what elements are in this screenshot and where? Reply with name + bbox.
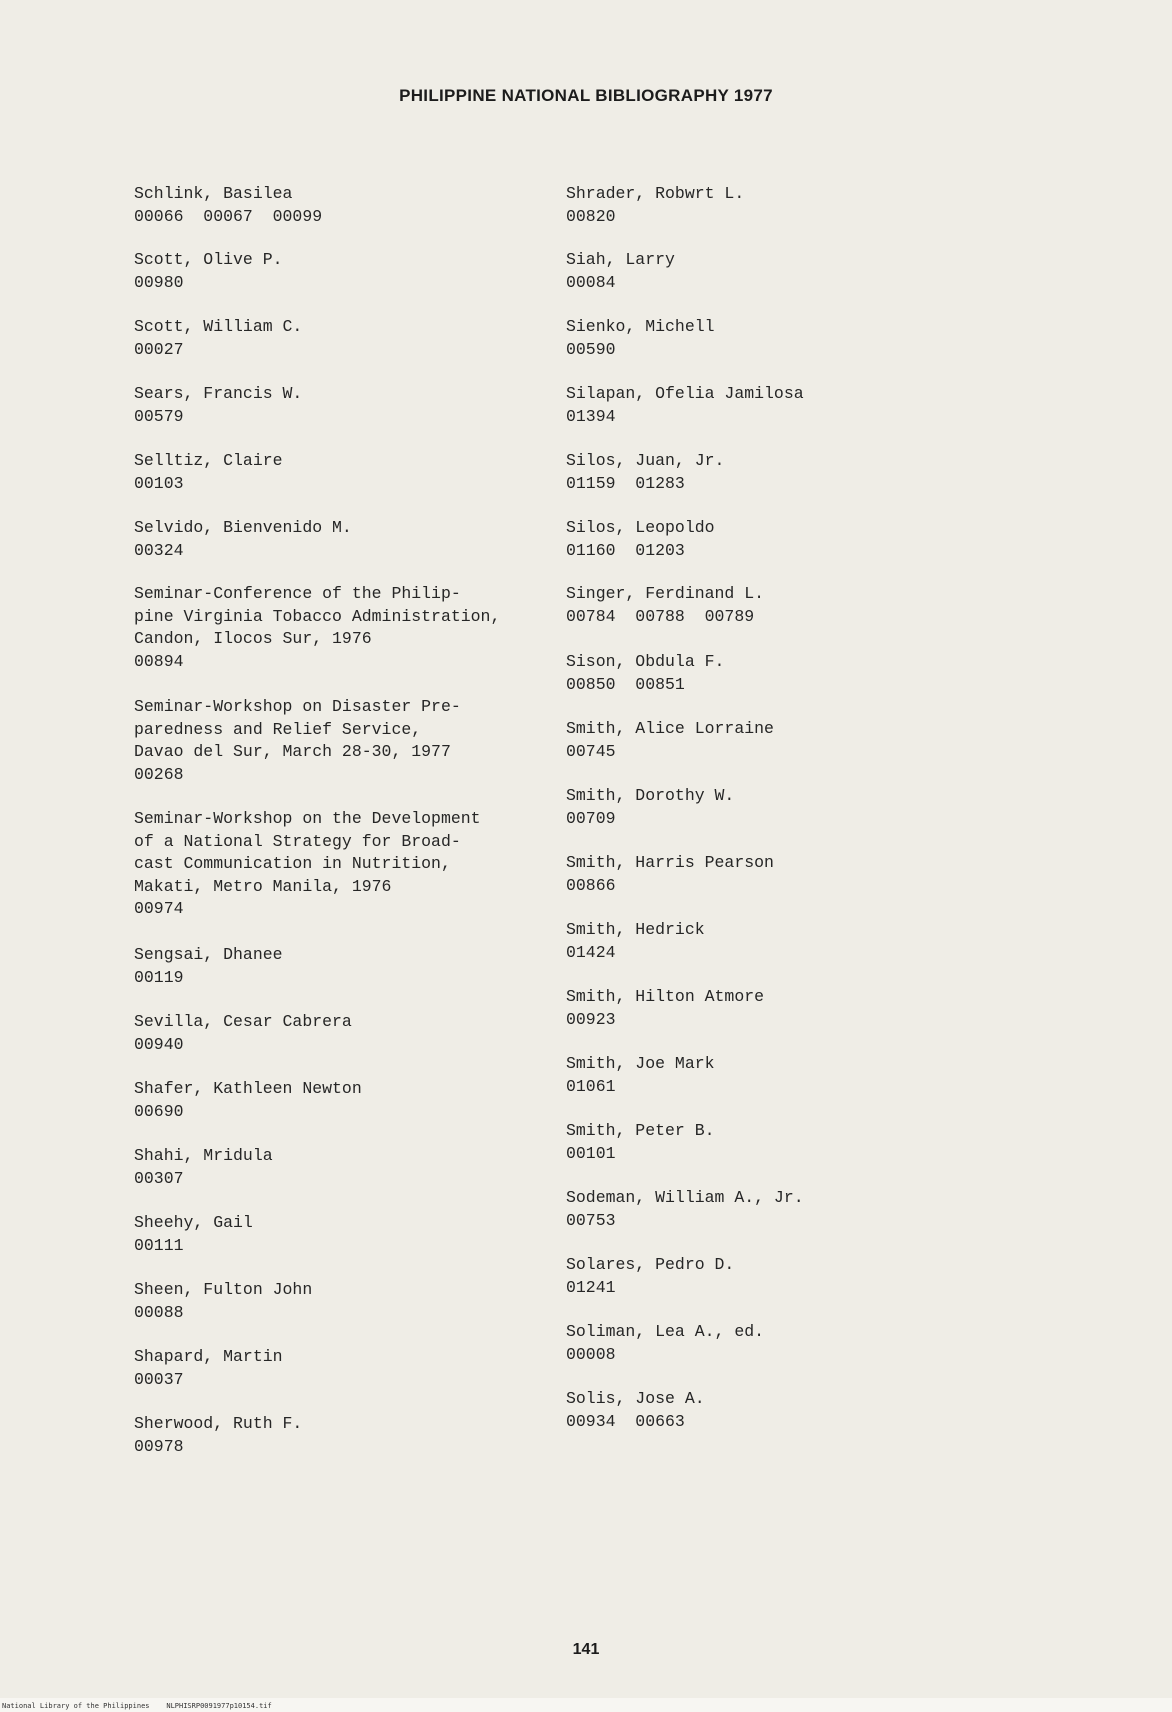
index-entry	[566, 852, 996, 897]
entry-numbers: 00820	[566, 206, 616, 226]
entry-name: Shapard, Martin	[134, 1347, 283, 1366]
entry-name: Sengsai, Dhanee	[134, 945, 283, 964]
entry-numbers: 00119	[134, 967, 184, 987]
index-entry	[134, 583, 564, 673]
entry-numbers: 00850 00851	[566, 674, 685, 694]
entry-name: Siah, Larry	[566, 250, 675, 269]
index-entry	[134, 183, 564, 228]
index-entry	[134, 696, 564, 786]
index-entry	[134, 1078, 564, 1123]
page-title: PHILIPPINE NATIONAL BIBLIOGRAPHY 1977	[399, 86, 773, 105]
entry-name: Schlink, Basilea	[134, 184, 293, 203]
entry-numbers: 01061	[566, 1076, 616, 1096]
index-entry	[566, 785, 996, 830]
entry-name: Solares, Pedro D.	[566, 1255, 735, 1274]
entry-name: Scott, Olive P.	[134, 250, 283, 269]
entry-numbers: 00037	[134, 1369, 184, 1389]
entry-numbers: 00980	[134, 272, 184, 292]
entry-numbers: 00084	[566, 272, 616, 292]
entry-numbers: 00894	[134, 651, 184, 671]
index-entry	[566, 450, 996, 495]
index-entry	[566, 1187, 996, 1232]
entry-numbers: 00066 00067 00099	[134, 206, 323, 226]
entry-numbers: 00307	[134, 1168, 184, 1188]
scan-footer	[0, 1698, 1172, 1712]
index-entry	[134, 517, 564, 562]
entry-name: Shahi, Mridula	[134, 1146, 273, 1165]
entry-numbers: 00008	[566, 1344, 616, 1364]
entry-name: Singer, Ferdinand L.	[566, 584, 765, 603]
entry-numbers: 00709	[566, 808, 616, 828]
entry-name: Smith, Joe Mark	[566, 1054, 715, 1073]
entry-numbers: 00753	[566, 1210, 616, 1230]
entry-numbers: 01241	[566, 1277, 616, 1297]
entry-name: Sodeman, William A., Jr.	[566, 1188, 804, 1207]
entry-name: Sears, Francis W.	[134, 384, 303, 403]
index-entry	[566, 1053, 996, 1098]
entry-numbers: 00101	[566, 1143, 616, 1163]
entry-numbers: 00579	[134, 406, 184, 426]
entry-name: Silos, Leopoldo	[566, 518, 715, 537]
entry-name: Selltiz, Claire	[134, 451, 283, 470]
entry-name: Seminar-Workshop on the Development of a National Strategy for Broad- cast Communication in Nutrition, Makati, Metro Manila, 1976	[134, 809, 481, 896]
entry-numbers: 01159 01283	[566, 473, 685, 493]
index-entry	[566, 919, 996, 964]
index-entry	[134, 1346, 564, 1391]
index-entry	[134, 808, 564, 921]
entry-name: Silos, Juan, Jr.	[566, 451, 725, 470]
entry-numbers: 01424	[566, 942, 616, 962]
entry-name: Smith, Hilton Atmore	[566, 987, 765, 1006]
entry-numbers: 00940	[134, 1034, 184, 1054]
index-entry	[134, 1279, 564, 1324]
entry-name: Seminar-Conference of the Philip- pine Virginia Tobacco Administration, Candon, Ilocos Sur, 1976	[134, 584, 501, 648]
entry-numbers: 00103	[134, 473, 184, 493]
index-entry	[134, 1011, 564, 1056]
entry-name: Solis, Jose A.	[566, 1389, 705, 1408]
entry-numbers: 01394	[566, 406, 616, 426]
page-number: 141	[572, 1641, 600, 1658]
entry-numbers: 00745	[566, 741, 616, 761]
entry-name: Sienko, Michell	[566, 317, 715, 336]
index-entry	[566, 383, 996, 428]
entry-name: Selvido, Bienvenido M.	[134, 518, 352, 537]
entry-numbers: 00590	[566, 339, 616, 359]
entry-numbers: 00111	[134, 1235, 184, 1255]
index-entry	[134, 316, 564, 361]
index-entry	[566, 583, 996, 628]
entry-name: Smith, Dorothy W.	[566, 786, 735, 805]
index-entry	[566, 986, 996, 1031]
entry-name: Seminar-Workshop on Disaster Pre- paredness and Relief Service, Davao del Sur, March 28-30, 1977	[134, 697, 461, 761]
entry-name: Silapan, Ofelia Jamilosa	[566, 384, 804, 403]
entry-numbers: 00974	[134, 899, 184, 918]
index-entry	[566, 183, 996, 228]
index-entry	[566, 1254, 996, 1299]
entry-name: Soliman, Lea A., ed.	[566, 1322, 765, 1341]
index-entry	[134, 383, 564, 428]
entry-numbers: 00690	[134, 1101, 184, 1121]
index-entry	[134, 1212, 564, 1257]
entry-name: Smith, Hedrick	[566, 920, 705, 939]
index-entry	[134, 450, 564, 495]
index-entry	[566, 1321, 996, 1366]
entry-name: Sevilla, Cesar Cabrera	[134, 1012, 352, 1031]
index-entry	[134, 1413, 564, 1458]
entry-name: Shafer, Kathleen Newton	[134, 1079, 362, 1098]
entry-numbers: 00027	[134, 339, 184, 359]
index-entry	[134, 249, 564, 294]
index-entry	[566, 1120, 996, 1165]
entry-name: Shrader, Robwrt L.	[566, 184, 745, 203]
entry-numbers: 00978	[134, 1436, 184, 1456]
entry-name: Smith, Harris Pearson	[566, 853, 774, 872]
entry-numbers: 00088	[134, 1302, 184, 1322]
entry-name: Scott, William C.	[134, 317, 303, 336]
entry-numbers: 00784 00788 00789	[566, 606, 755, 626]
entry-numbers: 00934 00663	[566, 1411, 685, 1431]
index-entry	[566, 1388, 996, 1433]
index-entry	[566, 249, 996, 294]
entry-name: Sheen, Fulton John	[134, 1280, 313, 1299]
entry-numbers: 01160 01203	[566, 540, 685, 560]
scan-info: National Library of the Philippines NLPHISRP0091977p10154.tif	[2, 1702, 272, 1710]
index-entry	[566, 517, 996, 562]
index-entry	[134, 1145, 564, 1190]
entry-name: Sheehy, Gail	[134, 1213, 253, 1232]
index-entry	[134, 944, 564, 989]
entry-numbers: 00923	[566, 1009, 616, 1029]
entry-name: Sison, Obdula F.	[566, 652, 725, 671]
entry-name: Smith, Peter B.	[566, 1121, 715, 1140]
entry-name: Sherwood, Ruth F.	[134, 1414, 303, 1433]
entry-name: Smith, Alice Lorraine	[566, 719, 774, 738]
entry-numbers: 00324	[134, 540, 184, 560]
index-entry	[566, 651, 996, 696]
entry-numbers: 00268	[134, 764, 184, 784]
entry-numbers: 00866	[566, 875, 616, 895]
index-entry	[566, 316, 996, 361]
index-entry	[566, 718, 996, 763]
